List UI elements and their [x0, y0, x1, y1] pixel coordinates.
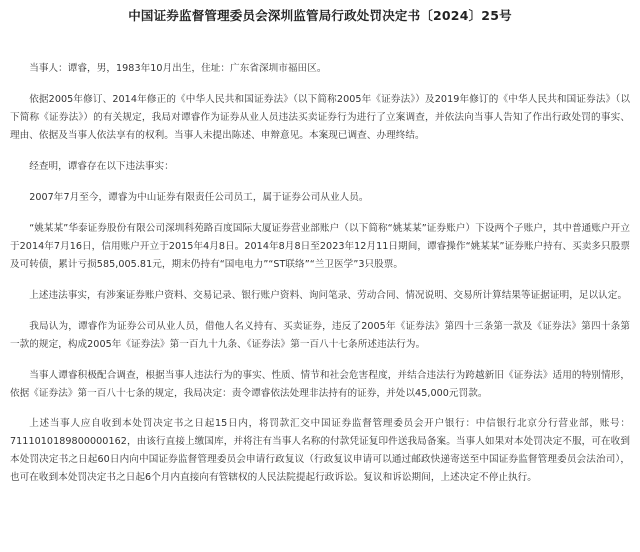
account-facts-paragraph: “姚某某”华泰证券股份有限公司深圳科苑路百度国际大厦证券营业部账户（以下简称“姚某某”证券账户）下设两个子账户，其中普通账户开立于2014年7月16日，信用账户开立于2015年4月8日。2014年8月8日至2023年12月11日期间，谭睿操作“姚某某”证券账户持有、买卖多只股票及可转债，累计亏损585,005.81元，期末仍持有“国电电力”“ST联络”“兰卫医学”3只股票。	[10, 223, 630, 270]
employment-paragraph: 2007年7月至今，谭睿为中山证券有限责任公司员工，属于证券公司从业人员。	[29, 192, 369, 203]
legal-basis-paragraph: 依据2005年修订、2014年修正的《中华人民共和国证券法》（以下简称2005年《证券法》）及2019年修订的《中华人民共和国证券法》（以下简称《证券法》）的有关规定，我局对谭睿作为证券从业人员违法买卖证券行为进行了立案调查，并依法向当事人告知了作出行政处罚的事实、理由、依据及当事人依法享有的权利。当事人未提出陈述、申辩意见。本案现已调查、办理终结。	[10, 94, 630, 141]
party-paragraph: 当事人：谭睿，男，1983年10月出生，住址：广东省深圳市福田区。	[29, 63, 327, 74]
document-title: 中国证券监督管理委员会深圳监管局行政处罚决定书〔2024〕25号	[128, 8, 512, 23]
legal-analysis-paragraph: 我局认为，谭睿作为证券公司从业人员，借他人名义持有、买卖证券，违反了2005年《证券法》第四十三条第一款及《证券法》第四十条第一款的规定，构成2005年《证券法》第一百九十九条、《证券法》第一百八十七条所述违法行为。	[10, 321, 630, 350]
evidence-paragraph: 上述违法事实，有涉案证券账户资料、交易记录、银行账户资料、询问笔录、劳动合同、情况说明、交易所计算结果等证据证明，足以认定。	[29, 290, 628, 301]
decision-paragraph: 当事人谭睿积极配合调查，根据当事人违法行为的事实、性质、情节和社会危害程度，并结合违法行为跨越新旧《证券法》适用的特别情形，依据《证券法》第一百八十七条的规定，我局决定：责令谭睿依法处理非法持有的证券，并处以45,000元罚款。	[10, 370, 630, 399]
payment-instructions-paragraph: 上述当事人应自收到本处罚决定书之日起15日内，将罚款汇交中国证券监督管理委员会开户银行：中信银行北京分行营业部，账号：7111010189800000162，由该行直接上缴国库，并将注有当事人名称的付款凭证复印件送我局备案。当事人如果对本处罚决定不服，可在收到本处罚决定书之日起60日内向中国证券监督管理委员会申请行政复议（行政复议申请可以通过邮政快递寄送至中国证券监督管理委员会法治司），也可在收到本处罚决定书之日起6个月内直接向有管辖权的人民法院提起行政诉讼。复议和诉讼期间，上述决定不停止执行。	[10, 418, 630, 483]
findings-intro-paragraph: 经查明，谭睿存在以下违法事实：	[29, 161, 174, 172]
